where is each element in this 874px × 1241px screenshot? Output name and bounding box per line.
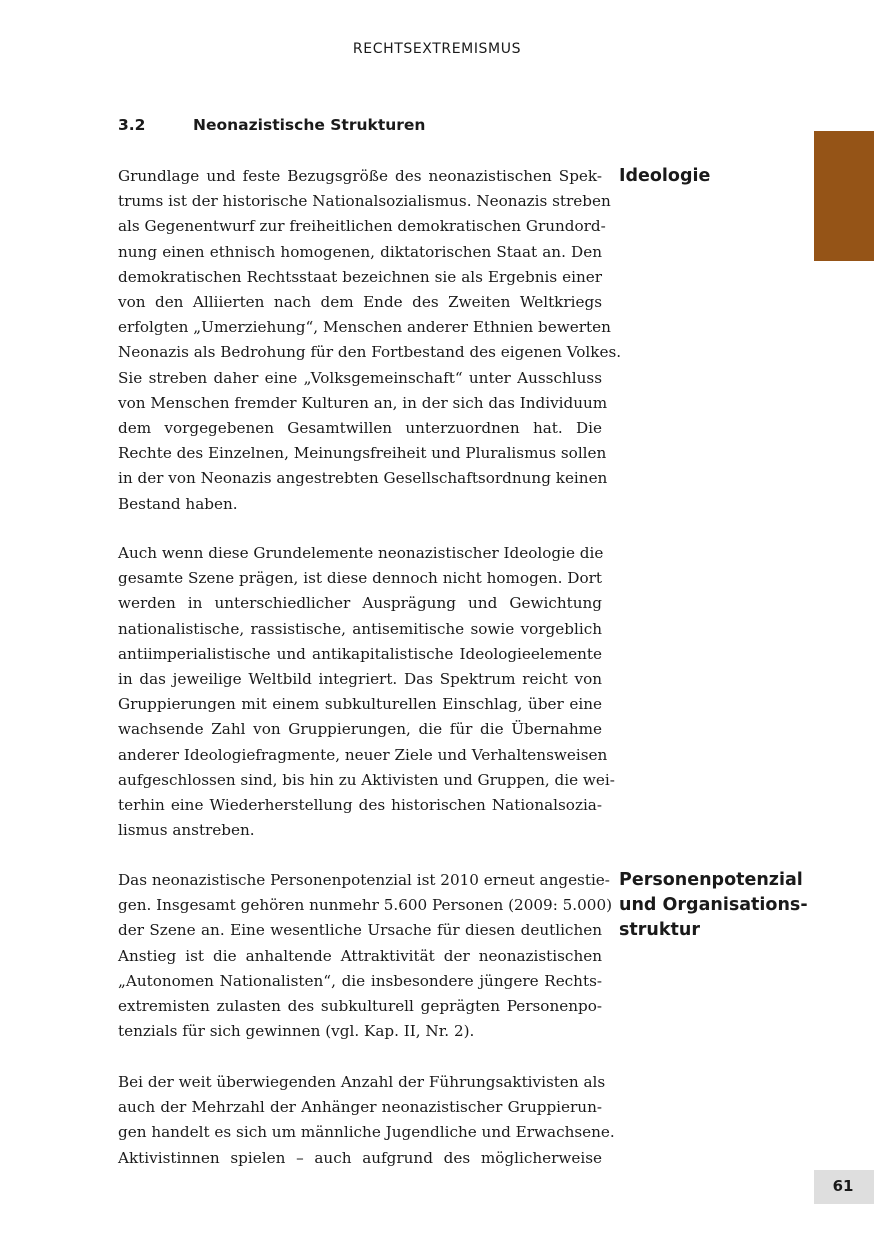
section-title: Neonazistische Strukturen: [193, 116, 426, 134]
text-line: „Autonomen Nationalisten“, die insbesondere jüngere Rechts-: [118, 971, 602, 990]
text-line: anderer Ideologiefragmente, neuer Ziele und Verhaltensweisen: [118, 745, 608, 764]
paragraph-personnel-2: [118, 1070, 615, 1171]
page-number: 61: [832, 1177, 854, 1195]
text-line: in der von Neonazis angestrebten Gesellschaftsordnung keinen: [118, 469, 608, 488]
paragraph-personnel-1: [118, 868, 613, 1044]
text-line: Das neonazistische Personenpotenzial ist 2010 erneut angestie-: [118, 871, 610, 889]
text-line: in das jeweilige Weltbild integriert. Das Spektrum reicht von: [118, 670, 602, 689]
text-line: gen handelt es sich um männliche Jugendliche und Erwachsene.: [118, 1123, 615, 1142]
chapter-color-tab: [814, 131, 874, 261]
text-line: nationalistische, rassistische, antisemitische sowie vorgeblich: [118, 619, 602, 638]
text-line: nung einen ethnisch homogenen, diktatorischen Staat an. Den: [118, 242, 602, 261]
text-line: Rechte des Einzelnen, Meinungsfreiheit und Pluralismus sollen: [118, 444, 607, 463]
text-line: von Menschen fremder Kulturen an, in der sich das Individuum: [118, 393, 608, 412]
text-line: wachsende Zahl von Gruppierungen, die für die Übernahme: [118, 720, 602, 739]
text-line: erfolgten „Umerziehung“, Menschen anderer Ethnien bewerten: [118, 318, 611, 337]
text-line: Sie streben daher eine „Volksgemeinschaft“ unter Ausschluss: [118, 368, 602, 387]
text-line: antiimperialistische und antikapitalistische Ideologieelemente: [118, 644, 602, 663]
text-line: Grundlage und feste Bezugsgröße des neonazistischen Spek-: [118, 167, 602, 185]
text-line: tenzials für sich gewinnen (vgl. Kap. II, Nr. 2).: [118, 1022, 475, 1041]
text-line: Bestand haben.: [118, 494, 238, 513]
text-line: auch der Mehrzahl der Anhänger neonazistischer Gruppierun-: [118, 1098, 602, 1117]
text-line: trums ist der historische Nationalsozialismus. Neonazis streben: [118, 192, 611, 211]
text-line: als Gegenentwurf zur freiheitlichen demokratischen Grundord-: [118, 217, 606, 236]
text-line: Auch wenn diese Grundelemente neonazistischer Ideologie die: [118, 544, 604, 562]
paragraph-ideology-2: [118, 541, 615, 843]
text-line: Anstieg ist die anhaltende Attraktivität der neonazistischen: [118, 946, 602, 965]
paragraph-ideology-1: [118, 164, 622, 517]
margin-note-line: struktur: [619, 920, 700, 941]
text-line: Gruppierungen mit einem subkulturellen Einschlag, über eine: [118, 695, 602, 714]
text-line: gen. Insgesamt gehören nunmehr 5.600 Personen (2009: 5.000): [118, 896, 613, 915]
section-heading: [118, 116, 425, 134]
text-line: dem vorgegebenen Gesamtwillen unterzuordnen hat. Die: [118, 419, 602, 438]
text-line: Bei der weit überwiegenden Anzahl der Führungsaktivisten als: [118, 1073, 606, 1091]
text-line: Neonazis als Bedrohung für den Fortbestand des eigenen Volkes.: [118, 343, 622, 362]
text-line: lismus anstreben.: [118, 821, 255, 840]
margin-note-ideology: [619, 164, 809, 189]
text-line: demokratischen Rechtsstaat bezeichnen sie als Ergebnis einer: [118, 267, 602, 286]
text-line: terhin eine Wiederherstellung des historischen Nationalsozia-: [118, 796, 602, 815]
margin-note-line: und Organisations-: [619, 895, 808, 916]
text-line: extremisten zulasten des subkulturell geprägten Personenpo-: [118, 997, 602, 1016]
text-line: von den Alliierten nach dem Ende des Zweiten Weltkriegs: [118, 293, 602, 312]
running-header: RECHTSEXTREMISMUS: [352, 41, 522, 57]
text-line: Aktivistinnen spielen – auch aufgrund des möglicherweise: [118, 1148, 602, 1167]
margin-note-line: Personenpotenzial: [619, 870, 803, 890]
section-number: 3.2: [118, 116, 146, 134]
text-line: gesamte Szene prägen, ist diese dennoch nicht homogen. Dort: [118, 569, 602, 588]
margin-note-line: Ideologie: [619, 166, 711, 186]
text-line: der Szene an. Eine wesentliche Ursache für diesen deutlichen: [118, 921, 602, 940]
margin-note-personnel: [619, 868, 809, 944]
text-line: aufgeschlossen sind, bis hin zu Aktivisten und Gruppen, die wei-: [118, 770, 615, 789]
text-line: werden in unterschiedlicher Ausprägung und Gewichtung: [118, 594, 602, 613]
